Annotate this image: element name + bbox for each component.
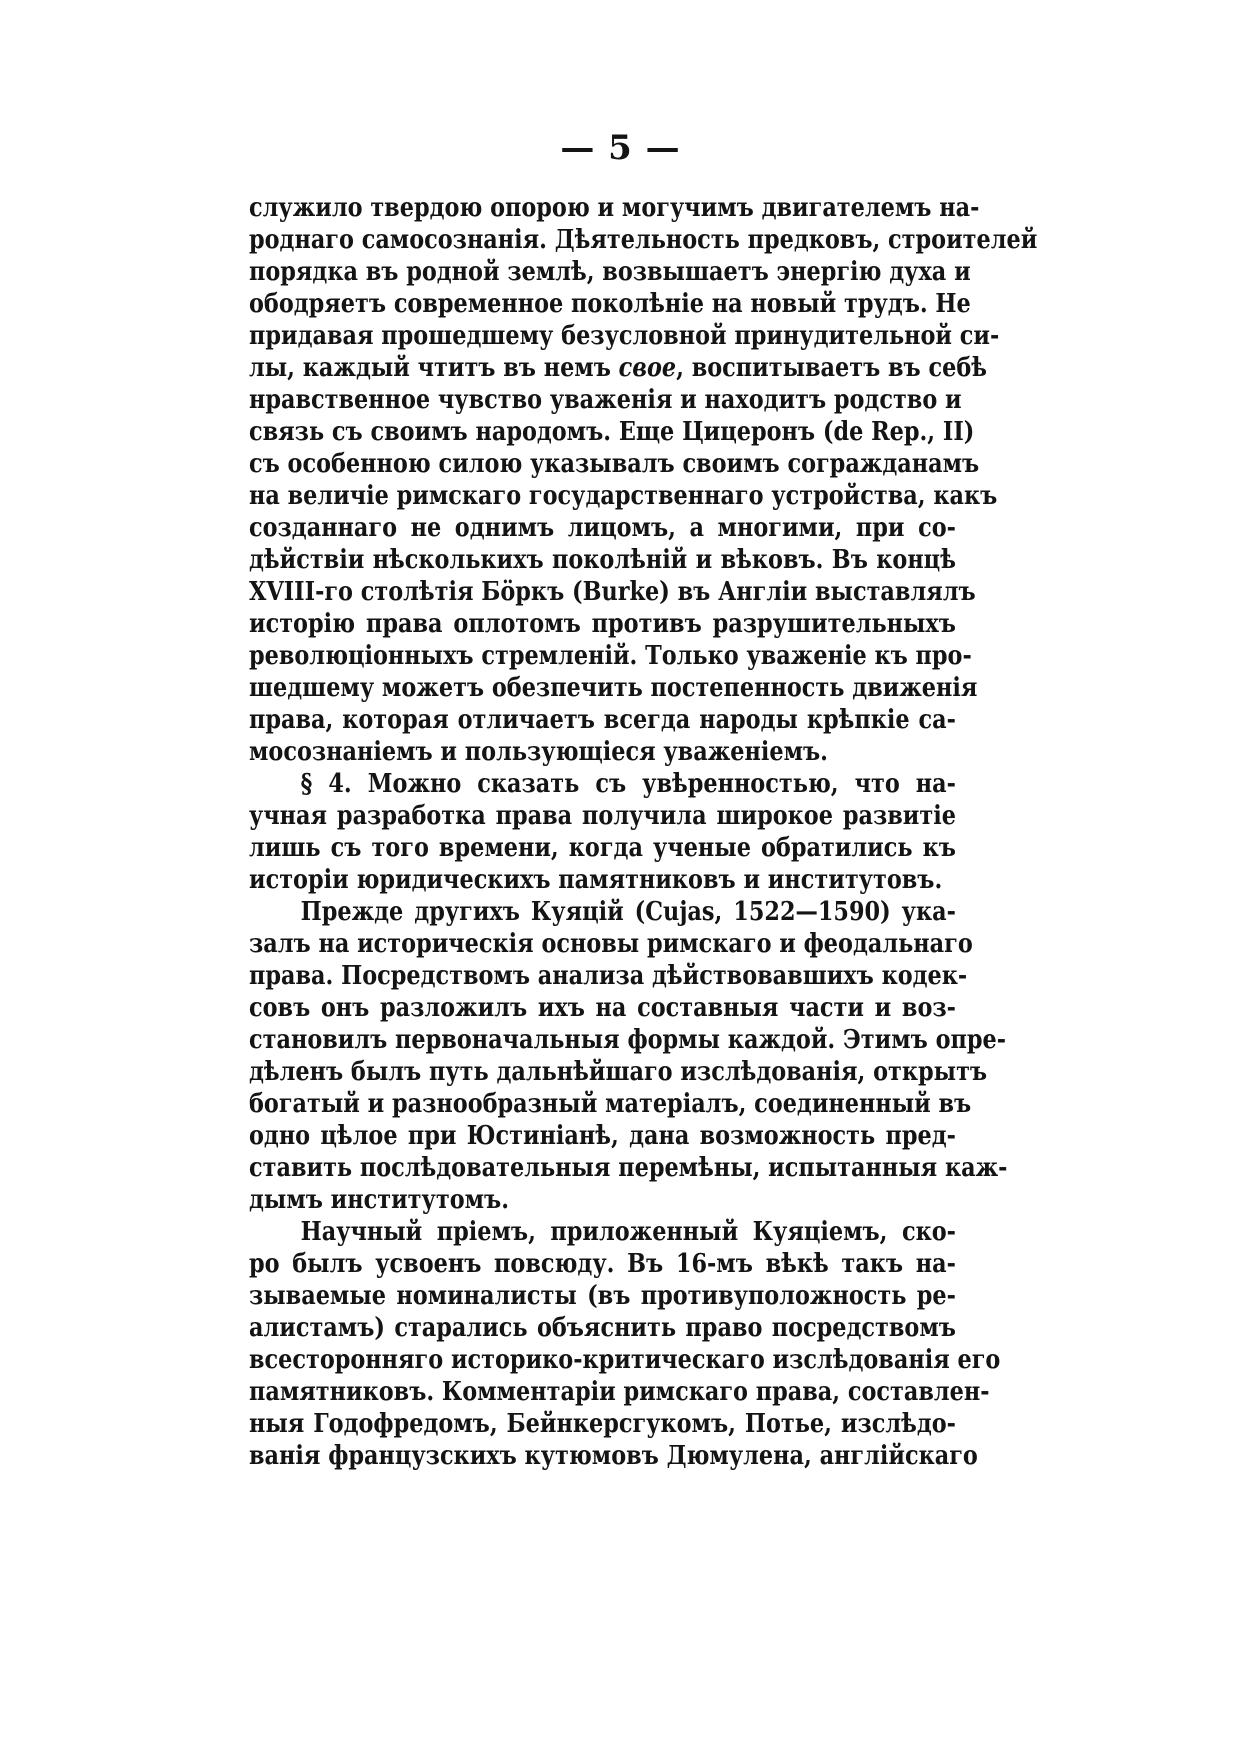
text-line: дѣйствіи нѣсколькихъ поколѣній и вѣковъ. Въ концѣ bbox=[249, 545, 956, 575]
text-line: учная разработка права получила широкое развитіе bbox=[249, 801, 956, 831]
text-line: нравственное чувство уваженія и находитъ родство и bbox=[249, 385, 962, 415]
text-line: служило твердою опорою и могучимъ двигателемъ на- bbox=[249, 193, 980, 223]
text-line: ванія французскихъ кутюмовъ Дюмулена, англійскаго bbox=[249, 1441, 978, 1471]
paragraph-start-line: Прежде другихъ Куяцій (Cujas, 1522—1590) ука- bbox=[300, 897, 956, 927]
text-line: порядка въ родной землѣ, возвышаетъ энергію духа и bbox=[249, 257, 971, 287]
text-line: лишь съ того времени, когда ученые обратились къ bbox=[249, 833, 956, 863]
text-segment: , воспитываетъ въ себѣ bbox=[676, 353, 987, 383]
paragraph-start-line: Научный пріемъ, приложенный Куяціемъ, ско- bbox=[300, 1217, 956, 1247]
text-line: ставить послѣдовательныя перемѣны, испытанныя каж- bbox=[249, 1153, 1008, 1183]
text-segment: лы, каждый чтитъ въ немъ bbox=[249, 353, 619, 383]
text-line: зываемые номиналисты (въ противуположность ре- bbox=[249, 1281, 956, 1311]
text-line: на величіе римскаго государственнаго устройства, какъ bbox=[249, 481, 998, 511]
text-line: одно цѣлое при Юстиніанѣ, дана возможность пред- bbox=[249, 1121, 956, 1151]
text-line: XVIII-го столѣтія Бöркъ (Burke) въ Англіи выставлялъ bbox=[249, 577, 976, 607]
page-number: — 5 — bbox=[560, 128, 681, 168]
text-line: роднаго самосознанія. Дѣятельность предковъ, строителей bbox=[249, 225, 1038, 255]
text-line: съ особенною силою указывалъ своимъ согражданамъ bbox=[249, 449, 980, 479]
text-line: мосознаніемъ и пользующіеся уваженіемъ. bbox=[249, 737, 828, 767]
text-line: богатый и разнообразный матеріалъ, соединенный въ bbox=[249, 1089, 972, 1119]
text-line: ро былъ усвоенъ повсюду. Въ 16-мъ вѣкѣ такъ на- bbox=[249, 1249, 956, 1279]
text-line: ободряетъ современное поколѣніе на новый трудъ. Не bbox=[249, 289, 971, 319]
text-line: созданнаго не однимъ лицомъ, а многими, при со- bbox=[249, 513, 956, 543]
text-line: дымъ институтомъ. bbox=[249, 1185, 509, 1215]
text-line: революціонныхъ стремленій. Только уваженіе къ про- bbox=[249, 641, 972, 671]
text-line: придавая прошедшему безусловной принудительной си- bbox=[249, 321, 1000, 351]
text-line: шедшему можетъ обезпечить постепенность движенія bbox=[249, 673, 978, 703]
text-line bbox=[249, 352, 987, 384]
text-line: всесторонняго историко-критическаго изслѣдованія его bbox=[249, 1345, 1001, 1375]
italic-word: свое bbox=[618, 353, 677, 383]
paragraph-start-line: § 4. Можно сказать съ увѣренностью, что на- bbox=[300, 769, 956, 799]
text-line: дѣленъ былъ путь дальнѣйшаго изслѣдованія, открытъ bbox=[249, 1057, 988, 1087]
text-line: права. Посредствомъ анализа дѣйствовавшихъ кодек- bbox=[249, 961, 968, 991]
text-line: совъ онъ разложилъ ихъ на составныя части и воз- bbox=[249, 993, 956, 1023]
text-line: памятниковъ. Комментаріи римскаго права, составлен- bbox=[249, 1377, 990, 1407]
text-line: исторіи юридическихъ памятниковъ и институтовъ. bbox=[249, 865, 943, 895]
text-line: исторію права оплотомъ противъ разрушительныхъ bbox=[249, 609, 956, 639]
body-text bbox=[249, 192, 1038, 1472]
text-line: ныя Годофредомъ, Бейнкерсгукомъ, Потье, изслѣдо- bbox=[249, 1409, 956, 1439]
text-line: залъ на историческія основы римскаго и феодальнаго bbox=[249, 929, 973, 959]
text-line: связь съ своимъ народомъ. Еще Цицеронъ (de Rep., II) bbox=[249, 417, 975, 447]
text-line: алистамъ) старались объяснить право посредствомъ bbox=[249, 1313, 956, 1343]
text-line: становилъ первоначальныя формы каждой. Этимъ опре- bbox=[249, 1025, 1007, 1055]
text-line: права, которая отличаетъ всегда народы крѣпкіе са- bbox=[249, 705, 956, 735]
